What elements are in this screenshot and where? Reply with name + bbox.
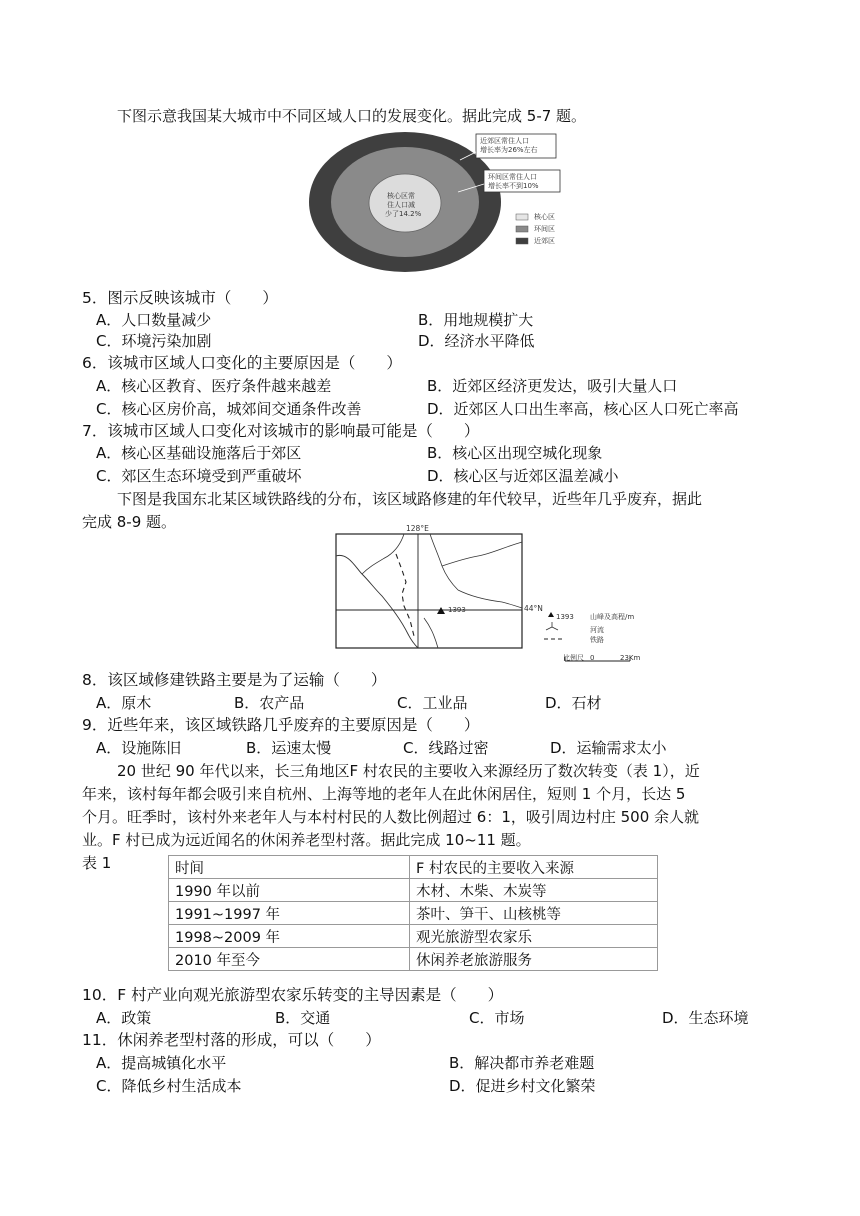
callout-ring-line1: 环间区常住人口 [488,173,537,181]
q10-option-b[interactable]: B．交通 [275,1009,331,1027]
q10-option-d[interactable]: D．生态环境 [662,1009,749,1027]
map-peak-elevation: 1393 [448,606,466,614]
table-caption: 表 1 [82,854,112,872]
q8-option-d[interactable]: D．石材 [545,694,602,712]
intro-5-7: 下图示意我国某大城市中不同区域人口的发展变化。据此完成 5-7 题。 [117,107,587,125]
q6-option-d[interactable]: D．近郊区人口出生率高，核心区人口死亡率高 [427,400,739,418]
q11-option-d[interactable]: D．促进乡村文化繁荣 [449,1077,596,1095]
q8-option-a[interactable]: A．原木 [96,694,152,712]
core-label-line2: 住人口减 [387,201,415,209]
q7-option-d[interactable]: D．核心区与近郊区温差减小 [427,467,619,485]
q6-option-b[interactable]: B．近郊区经济更发达，吸引大量人口 [427,377,678,395]
legend-peak-icon [548,612,554,617]
intro-10-11-line4: 业。F 村已成为远近闻名的休闲养老型村落。据此完成 10~11 题。 [82,831,531,849]
q8-option-c[interactable]: C．工业品 [397,694,468,712]
cell-income: 休闲养老旅游服务 [410,948,658,971]
q5-option-c[interactable]: C．环境污染加剧 [96,332,212,350]
q10-stem: 10．F 村产业向观光旅游型农家乐转变的主导因素是（ ） [82,986,504,1004]
q9-option-d[interactable]: D．运输需求太小 [550,739,667,757]
q7-option-c[interactable]: C．郊区生态环境受到严重破坏 [96,467,302,485]
legend-ring-label: 环间区 [534,225,555,233]
callout-ring-line2: 增长率不到10% [488,182,539,190]
table-row [169,925,658,948]
q8-stem: 8．该区域修建铁路主要是为了运输（ ） [82,671,387,689]
legend-peak-elevation: 1393 [556,613,574,621]
map-label-44n: 44°N [524,604,543,613]
q10-option-c[interactable]: C．市场 [469,1009,525,1027]
q5-option-d[interactable]: D．经济水平降低 [418,332,535,350]
q9-option-c[interactable]: C．线路过密 [403,739,489,757]
q11-option-a[interactable]: A．提高城镇化水平 [96,1054,227,1072]
scale-zero: 0 [590,654,595,662]
header-income-source: F 村农民的主要收入来源 [410,856,658,879]
intro-8-9-line1: 下图是我国东北某区域铁路线的分布，该区域路修建的年代较早，近些年几乎废弃，据此 [117,490,703,508]
q5-option-a[interactable]: A．人口数量减少 [96,311,212,329]
cell-period: 1991~1997 年 [169,902,410,925]
callout-suburb-line2: 增长率为26%左右 [480,146,538,154]
table-row [169,879,658,902]
legend-peak-label: 山峰及高程/m [590,613,635,621]
cell-income: 木材、木柴、木炭等 [410,879,658,902]
q7-stem: 7．该城市区域人口变化对该城市的影响最可能是（ ） [82,422,480,440]
railway-map-figure [330,526,680,666]
q5-stem: 5．图示反映该城市（ ） [82,289,278,307]
cell-income: 茶叶、笋干、山核桃等 [410,902,658,925]
q11-option-c[interactable]: C．降低乡村生活成本 [96,1077,242,1095]
q10-option-a[interactable]: A．政策 [96,1009,152,1027]
table-row [169,948,658,971]
scale-max: 23Km [620,654,641,662]
cell-period: 1990 年以前 [169,879,410,902]
legend-core-label: 核心区 [534,213,555,221]
q6-option-c[interactable]: C．核心区房价高，城郊间交通条件改善 [96,400,362,418]
legend-core-swatch [516,214,528,220]
q7-option-a[interactable]: A．核心区基础设施落后于郊区 [96,444,302,462]
table-header-row [169,856,658,879]
city-population-figure [300,126,600,276]
intro-10-11-line2: 年来，该村每年都会吸引来自杭州、上海等地的老年人在此休闲居住，短则 1 个月，长达 5 [82,785,686,803]
q6-stem: 6．该城市区域人口变化的主要原因是（ ） [82,354,402,372]
cell-period: 2010 年至今 [169,948,410,971]
cell-period: 1998~2009 年 [169,925,410,948]
core-label-line3: 少了14.2% [385,210,422,218]
intro-10-11-line1: 20 世纪 90 年代以来，长三角地区F 村农民的主要收入来源经历了数次转变（表 1），近 [117,762,700,780]
legend-river-label: 河流 [590,626,604,634]
map-label-128e: 128°E [406,524,429,533]
legend-rail-label: 铁路 [590,636,604,644]
header-time: 时间 [169,856,410,879]
legend-suburb-swatch [516,238,528,244]
callout-suburb-line1: 近郊区常住人口 [480,137,529,145]
intro-8-9-line2: 完成 8-9 题。 [82,513,177,531]
intro-10-11-line3: 个月。旺季时，该村外来老年人与本村村民的人数比例超过 6：1，吸引周边村庄 500 余人就 [82,808,700,826]
legend-ring-swatch [516,226,528,232]
legend-river-icon [546,622,558,630]
q9-stem: 9．近些年来，该区域铁路几乎废弃的主要原因是（ ） [82,716,480,734]
q6-option-a[interactable]: A．核心区教育、医疗条件越来越差 [96,377,332,395]
table-row [169,902,658,925]
q11-option-b[interactable]: B．解决都市养老难题 [449,1054,595,1072]
q9-option-b[interactable]: B．运速太慢 [246,739,332,757]
q9-option-a[interactable]: A．设施陈旧 [96,739,182,757]
q5-option-b[interactable]: B．用地规模扩大 [418,311,534,329]
q7-option-b[interactable]: B．核心区出现空城化现象 [427,444,603,462]
q11-stem: 11．休闲养老型村落的形成，可以（ ） [82,1031,381,1049]
income-source-table [168,855,658,971]
q8-option-b[interactable]: B．农产品 [234,694,305,712]
cell-income: 观光旅游型农家乐 [410,925,658,948]
legend-suburb-label: 近郊区 [534,237,555,245]
core-label-line1: 核心区常 [387,192,415,200]
scale-label: 比例尺 [563,654,584,662]
